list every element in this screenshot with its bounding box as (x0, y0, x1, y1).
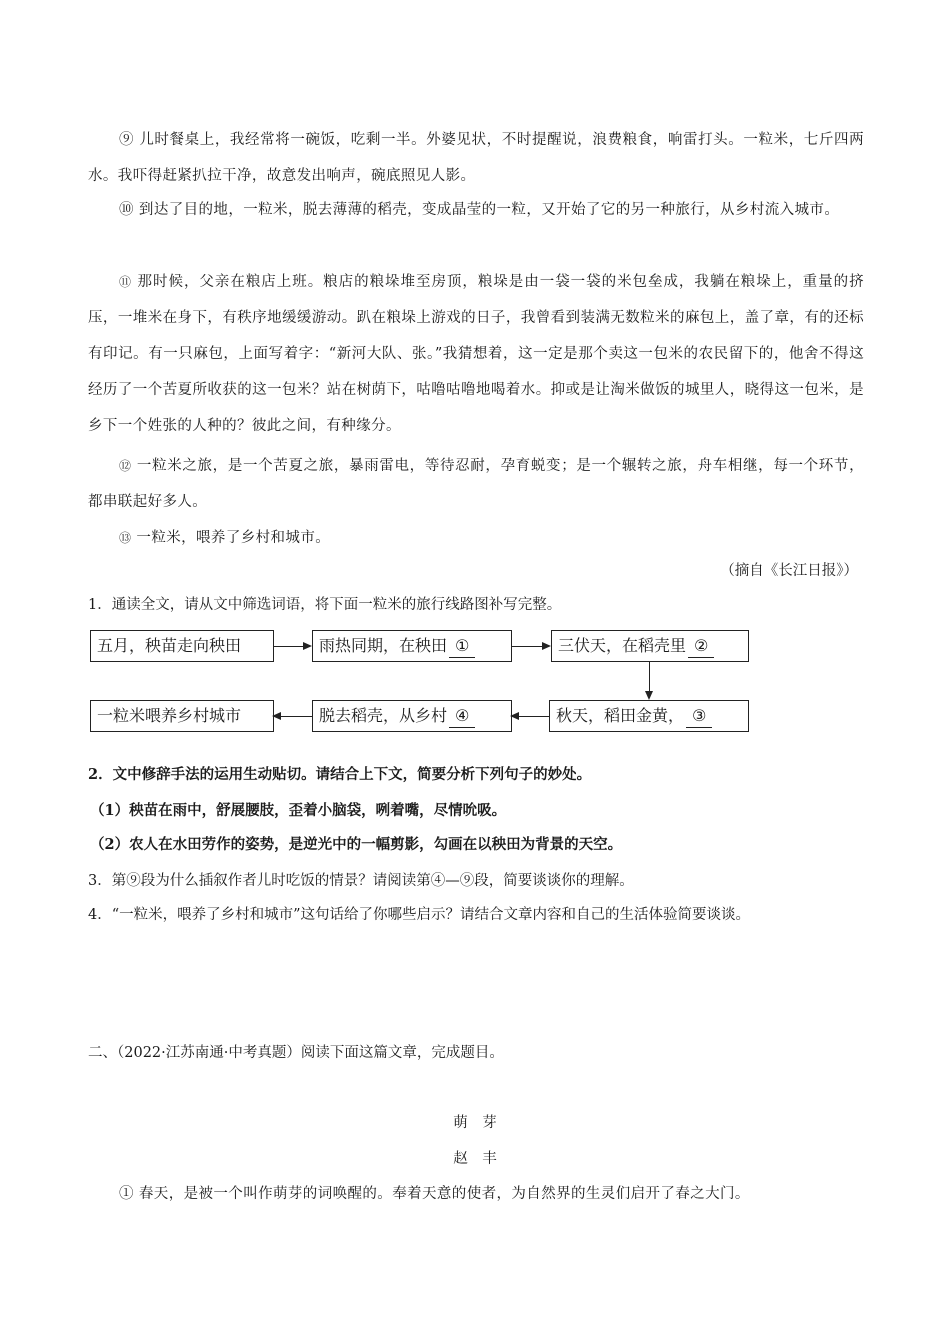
arrow-left-icon (274, 716, 312, 717)
answer-blank-1[interactable]: ① (449, 635, 475, 658)
article-source: （摘自《长江日报》） (720, 563, 858, 579)
flow-box-2: 雨热同期，在秧田 ① (312, 630, 512, 662)
answer-blank-2[interactable]: ② (688, 635, 714, 658)
answer-blank-3[interactable]: ③ (686, 705, 712, 728)
paragraph-number: ⑪ (119, 275, 132, 289)
paragraph-number: ⑨ (119, 132, 135, 148)
question-3: 3．第⑨段为什么插叙作者儿时吃饭的情景？请阅读第④—⑨段，简要谈谈你的理解。 (88, 873, 634, 889)
flow-box-1: 五月，秧苗走向秧田 (90, 630, 274, 662)
paragraph-10 (88, 192, 864, 228)
paragraph-number: ⑬ (119, 531, 132, 545)
question-2-2: （2）农人在水田劳作的姿势，是逆光中的一幅剪影，勾画在以秧田为背景的天空。 (90, 836, 623, 853)
paragraph-text: 那时候，父亲在粮店上班。粮店的粮垛堆至房顶，粮垛是由一袋一袋的米包垒成，我躺在粮垛上，重量的挤压，一堆米在身下，有秩序地缓缓游动。趴在粮垛上游戏的日子，我曾看到装满无数粒米的麻包上，盖了章，有的还标有印记。有一只麻包，上面写着字：“新河大队、张。”我猜想着，这一定是那个卖这一包米的农民留下的，他舍不得这经历了一个苦夏所收获的这一包米？站在树荫下，咕噜咕噜地喝着水。抑或是让淘米做饭的城里人，晓得这一包米，是乡下一个姓张的人种的？彼此之间，有种缘分。 (88, 274, 864, 434)
arrow-left-icon (512, 716, 549, 717)
paragraph-text: 一粒米，喂养了乡村和城市。 (136, 530, 331, 546)
paragraph-text: 一粒米之旅，是一个苦夏之旅，暴雨雷电，等待忍耐，孕育蜕变；是一个辗转之旅，舟车相继，每一个环节，都串联起好多人。 (88, 458, 864, 510)
flow-box-4: 秋天，稻田金黄， ③ (549, 700, 749, 732)
paragraph-number: ⑫ (119, 459, 132, 473)
arrow-right-icon (512, 646, 549, 647)
flow-box-3: 三伏天，在稻壳里 ② (551, 630, 749, 662)
article-paragraph-1: ① 春天，是被一个叫作萌芽的词唤醒的。奉着天意的使者，为自然界的生灵们启开了春之大门。 (119, 1186, 750, 1202)
paragraph-text: 儿时餐桌上，我经常将一碗饭，吃剩一半。外婆见状，不时提醒说，浪费粮食，响雷打头。一粒米，七斤四两水。我吓得赶紧扒拉干净，故意发出响声，碗底照见人影。 (88, 132, 864, 184)
question-2-1: （1）秧苗在雨中，舒展腰肢，歪着小脑袋，咧着嘴，尽情吮吸。 (90, 802, 507, 819)
paragraph-13 (88, 520, 864, 556)
paragraph-11 (88, 264, 864, 444)
arrow-right-icon (274, 646, 310, 647)
question-1: 1．通读全文，请从文中筛选词语，将下面一粒米的旅行线路图补写完整。 (88, 597, 562, 613)
paragraph-number: ⑩ (119, 202, 134, 218)
arrow-down-icon (649, 662, 650, 698)
flow-box-5: 脱去稻壳，从乡村 ④ (312, 700, 512, 732)
article-author: 赵 丰 (453, 1151, 497, 1167)
question-4: 4．“一粒米，喂养了乡村和城市”这句话给了你哪些启示？请结合文章内容和自己的生活体验简要谈谈。 (88, 907, 751, 923)
section-2-intro: 二、（2022·江苏南通·中考真题）阅读下面这篇文章，完成题目。 (88, 1045, 504, 1061)
paragraph-text: 到达了目的地，一粒米，脱去薄薄的稻壳，变成晶莹的一粒，又开始了它的另一种旅行，从乡村流入城市。 (138, 202, 840, 218)
article-title: 萌 芽 (453, 1115, 497, 1131)
paragraph-12 (88, 448, 864, 520)
question-2: 2．文中修辞手法的运用生动贴切。请结合上下文，简要分析下列句子的妙处。 (88, 766, 592, 783)
flow-box-6: 一粒米喂养乡村城市 (90, 700, 274, 732)
answer-blank-4[interactable]: ④ (449, 705, 475, 728)
paragraph-9 (88, 122, 864, 194)
